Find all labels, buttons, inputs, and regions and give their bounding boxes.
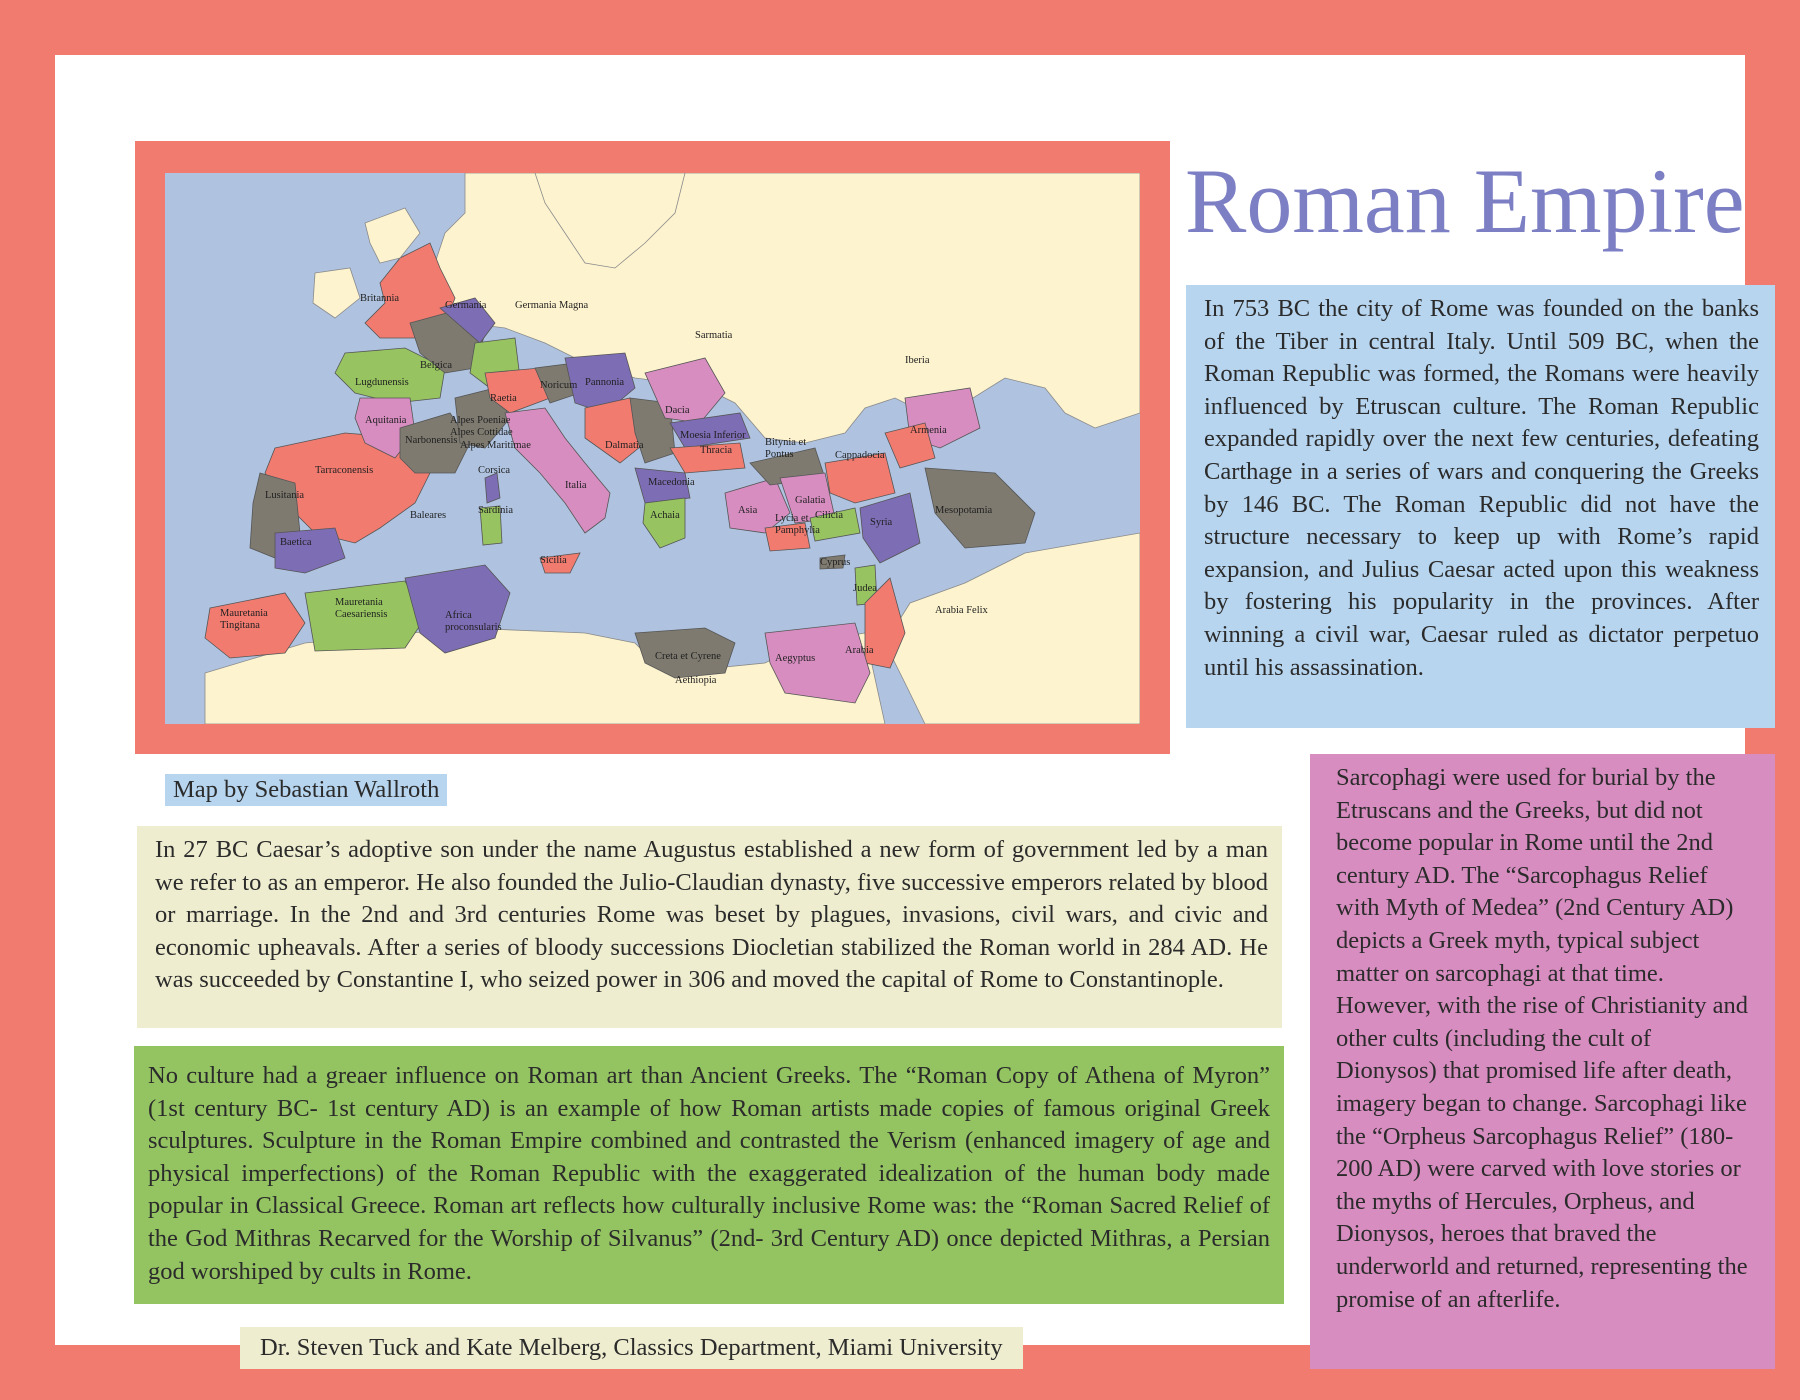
map-label: Caesariensis (335, 609, 388, 620)
map-label: Narbonensis (405, 435, 458, 446)
map-label: Aquitania (365, 415, 407, 426)
map-label: Baleares (410, 510, 447, 521)
map-label: Galatia (795, 495, 826, 506)
map-label: Arabia (845, 645, 874, 656)
map-label: Iberia (905, 355, 930, 366)
map-label: Creta et Cyrene (655, 651, 721, 662)
map-label: Tingitana (220, 620, 260, 631)
map-label: Macedonia (648, 477, 695, 488)
map-label: Dacia (665, 405, 690, 416)
map-label: Mauretania (220, 608, 268, 619)
map-frame (135, 141, 1170, 754)
map-label: Lycia et (775, 513, 809, 524)
roman-empire-map (165, 173, 1140, 724)
map-label: Britannia (360, 293, 400, 304)
map-label: Cilicia (815, 510, 843, 521)
map-label: Italia (565, 480, 587, 491)
map-label: Raetia (490, 393, 517, 404)
map-label: Thracia (700, 445, 733, 456)
map-label: Lugdunensis (355, 377, 409, 388)
map-label: Sicilia (540, 555, 567, 566)
map-label: Armenia (910, 425, 947, 436)
map-label: Arabia Felix (935, 605, 988, 616)
map-label: Africa (445, 610, 472, 621)
map-label: Noricum (540, 380, 578, 391)
authors-credit: Dr. Steven Tuck and Kate Melberg, Classics Department, Miami University (240, 1327, 1023, 1369)
map-label: Moesia Inferior (680, 430, 746, 441)
map-label: proconsularis (445, 622, 502, 633)
map-label: Alpes Cottidae (450, 427, 513, 438)
map-label: Belgica (420, 360, 453, 371)
poster (55, 55, 1759, 1361)
map-label: Achaia (650, 510, 680, 521)
paragraph-greek-influence: No culture had a greaer influence on Roman art than Ancient Greeks. The “Roman Copy of Athena of Myron” (1st century BC- 1st century AD) is an example of how Roman artists made copies of famous original Greek sculptures. Sculpture in the Roman Empire combined and contrasted the Verism (enhanced imagery of age and physical imperfections) of the Roman Republic with the exaggerated idealization of the human body made popular in Classical Greece. Roman art reflects how culturally inclusive Rome was: the “Roman Sacred Relief of the God Mithras Recarved for the Worship of Silvanus” (2nd- 3rd Century AD) once depicted Mithras, a Persian god worshiped by cults in Rome. (134, 1046, 1284, 1304)
map-label: Lusitania (265, 490, 305, 501)
map-label: Aethiopia (675, 675, 717, 686)
map-credit: Map by Sebastian Wallroth (165, 774, 447, 806)
map-label: Baetica (280, 537, 312, 548)
map-label: Mauretania (335, 597, 383, 608)
map-label: Sarmatia (695, 330, 733, 341)
map-label: Asia (738, 505, 758, 516)
map-label: Aegyptus (775, 653, 816, 664)
map-label: Tarraconensis (315, 465, 374, 476)
map-label: Pamphylia (775, 525, 820, 536)
paragraph-augustus: In 27 BC Caesar’s adoptive son under the name Augustus established a new form of government led by a man we refer to as an emperor. He also founded the Julio-Claudian dynasty, five successive emperors related by blood or marriage. In the 2nd and 3rd centuries Rome was beset by plagues, invasions, civil wars, and civic and economic upheavals. After a series of bloody successions Diocletian stabilized the Roman world in 284 AD. He was succeeded by Constantine I, who seized power in 306 and moved the capital of Rome to Constantinople. (137, 826, 1282, 1028)
map-label: Mesopotamia (935, 505, 993, 516)
page-title: Roman Empire (1185, 150, 1745, 252)
map-label: Bitynia et (765, 437, 807, 448)
map-label: Cyprus (820, 557, 851, 568)
map-label: Germania (445, 300, 487, 311)
map-label: Corsica (478, 465, 511, 476)
map-label: Alpes Maritimae (460, 440, 531, 451)
map-label: Pannonia (585, 377, 625, 388)
paragraph-founding: In 753 BC the city of Rome was founded on the banks of the Tiber in central Italy. Until 509 BC, when the Roman Republic was formed, the Romans were heavily influenced by Etruscan culture. The Roman Republic expanded rapidly over the next few centuries, defeating Carthage in a series of wars and conquering the Greeks by 146 BC. The Roman Republic did not have the structure necessary to keep up with Rome’s rapid expansion, and Julius Caesar acted upon this weakness by fostering his popularity in the provinces. After winning a civil war, Caesar ruled as dictator perpetuo until his assassination. (1186, 285, 1775, 728)
map-label: Sardinia (478, 505, 513, 516)
map-label: Pontus (765, 449, 794, 460)
map-label: Cappadocia (835, 450, 885, 461)
map-label: Dalmatia (605, 440, 644, 451)
map-label: Syria (870, 517, 893, 528)
map-corsica (485, 473, 500, 503)
map-label: Judea (853, 583, 877, 594)
map-label: Germania Magna (515, 300, 589, 311)
map-label: Alpes Poeniae (450, 415, 511, 426)
paragraph-sarcophagi: Sarcophagi were used for burial by the Etruscans and the Greeks, but did not become popular in Rome until the 2nd century AD. The “Sarcophagus Relief with Myth of Medea” (2nd Century AD) depicts a Greek myth, typical subject matter on sarcophagi at that time. However, with the rise of Christianity and other cults (including the cult of Dionysos) that promised life after death, imagery began to change. Sarcophagi like the “Orpheus Sarcophagus Relief” (180-200 AD) were carved with love stories or the myths of Hercules, Orpheus, and Dionysos, heroes that braved the underworld and returned, representing the promise of an afterlife. (1310, 754, 1775, 1369)
